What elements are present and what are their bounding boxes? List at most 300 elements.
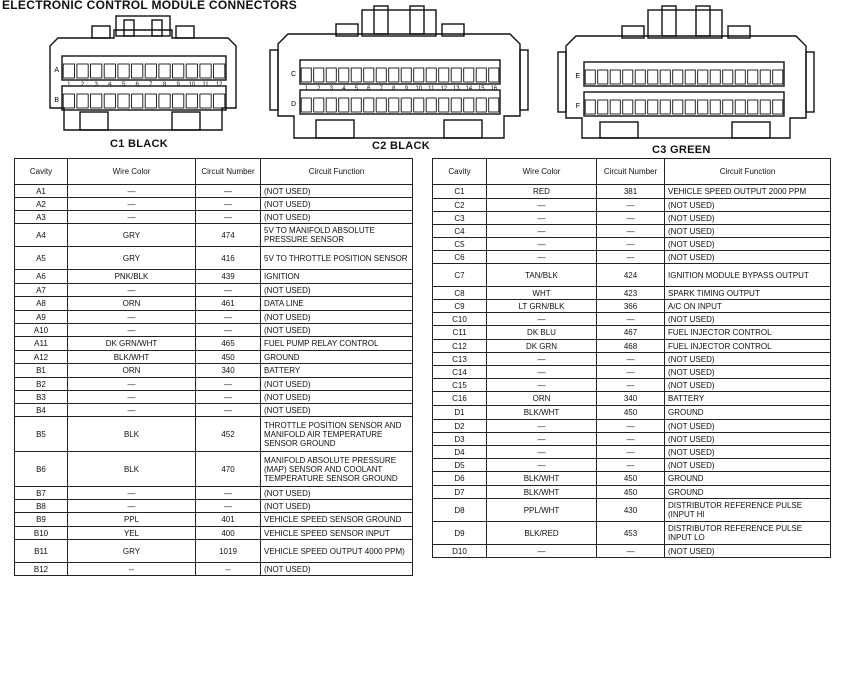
cavity-cell: C12 [433, 340, 487, 353]
cavity-cell: B7 [15, 487, 68, 500]
cavity-cell: A9 [15, 311, 68, 324]
table-row [15, 452, 413, 487]
connector-cavity [426, 98, 436, 112]
connector-c2-diagram [266, 4, 532, 140]
cavity-cell: D1 [433, 406, 487, 420]
connector-cavity [364, 68, 374, 82]
cavity-cell: B1 [15, 364, 68, 378]
connector-cavity [132, 64, 143, 78]
table-row [433, 313, 831, 326]
cavity-cell: A6 [15, 270, 68, 284]
table-row [15, 224, 413, 247]
table-row [433, 225, 831, 238]
wire-color-cell: ORN [68, 297, 196, 311]
connector-cavity [760, 70, 770, 84]
pin-number-label: 3 [94, 82, 98, 88]
wire-color-cell: TAN/BLK [487, 264, 597, 287]
pin-number-label: 13 [452, 86, 460, 92]
connector-cavity [598, 100, 608, 114]
circuit-number-cell: 366 [597, 300, 665, 313]
circuit-number-cell: — [196, 391, 261, 404]
connector-cavity [685, 70, 695, 84]
circuit-function-cell: IGNITION MODULE BYPASS OUTPUT [665, 264, 831, 287]
cavity-cell: B10 [15, 527, 68, 540]
connector-cavity [401, 68, 411, 82]
wire-color-cell: PPL/WHT [487, 499, 597, 522]
cavity-cell: D6 [433, 472, 487, 486]
circuit-number-cell: 340 [597, 392, 665, 406]
circuit-number-cell: — [597, 238, 665, 251]
connector-cavity [748, 70, 758, 84]
circuit-function-cell: (NOT USED) [261, 378, 413, 391]
circuit-function-cell: FUEL PUMP RELAY CONTROL [261, 337, 413, 351]
connector-cavity [118, 94, 129, 108]
wire-color-cell: — [487, 313, 597, 326]
cavity-cell: B8 [15, 500, 68, 513]
circuit-number-cell: — [196, 284, 261, 297]
circuit-number-cell: 470 [196, 452, 261, 487]
pin-number-label: 12 [215, 82, 223, 88]
cavity-cell: D10 [433, 545, 487, 558]
connector-cavity [723, 100, 733, 114]
table-row [433, 446, 831, 459]
circuit-function-cell: (NOT USED) [665, 545, 831, 558]
circuit-number-cell: — [196, 185, 261, 198]
pin-number-label: 2 [80, 82, 85, 88]
circuit-number-cell: — [196, 378, 261, 391]
circuit-function-cell: VEHICLE SPEED OUTPUT 2000 PPM [665, 185, 831, 199]
circuit-number-cell: 450 [196, 351, 261, 364]
cavity-cell: C15 [433, 379, 487, 392]
circuit-function-cell: 5V TO THROTTLE POSITION SENSOR [261, 247, 413, 270]
wire-color-cell: — [68, 311, 196, 324]
connector-cavity [63, 94, 74, 108]
circuit-number-cell: — [597, 459, 665, 472]
circuit-number-cell: 423 [597, 287, 665, 300]
connector-cavity [118, 64, 129, 78]
connector-cavity [464, 98, 474, 112]
table-row [433, 472, 831, 486]
pin-number-label: 8 [392, 86, 396, 92]
table-row [433, 212, 831, 225]
cavity-cell: C2 [433, 199, 487, 212]
circuit-number-cell: 465 [196, 337, 261, 351]
wire-color-cell: — [487, 251, 597, 264]
circuit-number-cell: -- [196, 563, 261, 576]
connector-cavity [648, 100, 658, 114]
header-cavity: Cavity [15, 159, 68, 185]
cavity-cell: C1 [433, 185, 487, 199]
connector-cavity [214, 64, 225, 78]
c1-row-b-label: B [54, 97, 59, 104]
connector-cavity [364, 98, 374, 112]
circuit-number-cell: — [196, 404, 261, 417]
table-row [15, 337, 413, 351]
pin-number-label: 4 [108, 82, 112, 88]
wire-color-cell: — [68, 404, 196, 417]
connector-cavity [735, 70, 745, 84]
table-row [15, 500, 413, 513]
table-row [15, 324, 413, 337]
circuit-function-cell: (NOT USED) [665, 433, 831, 446]
pin-number-label: 15 [477, 86, 485, 92]
circuit-number-cell: 453 [597, 522, 665, 545]
connector-cavity [414, 68, 424, 82]
circuit-function-cell: (NOT USED) [665, 379, 831, 392]
table-row [15, 417, 413, 452]
circuit-number-cell: — [597, 353, 665, 366]
pin-number-label: 11 [428, 86, 435, 92]
table-row [15, 284, 413, 297]
cavity-cell: C14 [433, 366, 487, 379]
wire-color-cell: — [487, 199, 597, 212]
circuit-function-cell: FUEL INJECTOR CONTROL [665, 326, 831, 340]
cavity-cell: A3 [15, 211, 68, 224]
circuit-number-cell: 450 [597, 406, 665, 420]
circuit-number-cell: — [196, 487, 261, 500]
connector-cavity [648, 70, 658, 84]
c3-row-e-label: E [575, 73, 580, 80]
cavity-cell: C9 [433, 300, 487, 313]
connector-cavity [439, 98, 449, 112]
pin-number-label: 10 [188, 82, 196, 88]
wire-color-cell: DK GRN/WHT [68, 337, 196, 351]
connector-cavity [104, 94, 115, 108]
connector-cavity [77, 64, 88, 78]
connector-cavity [673, 70, 683, 84]
circuit-number-cell: 381 [597, 185, 665, 199]
connector-cavity [660, 70, 670, 84]
circuit-function-cell: GROUND [665, 486, 831, 499]
connector-cavity [760, 100, 770, 114]
circuit-function-cell: IGNITION [261, 270, 413, 284]
connector-cavity [132, 94, 143, 108]
circuit-number-cell: 401 [196, 513, 261, 527]
connector-cavity [698, 100, 708, 114]
connector-cavity [489, 68, 499, 82]
connector-cavity [351, 98, 361, 112]
cavity-cell: C7 [433, 264, 487, 287]
circuit-number-cell: 450 [597, 472, 665, 486]
circuit-number-cell: 468 [597, 340, 665, 353]
table-row [433, 326, 831, 340]
pin-number-label: 7 [149, 82, 153, 88]
pin-number-label: 6 [367, 86, 371, 92]
connector-cavity [660, 100, 670, 114]
page-title: ELECTRONIC CONTROL MODULE CONNECTORS [2, 0, 298, 12]
circuit-function-cell: (NOT USED) [665, 366, 831, 379]
circuit-function-cell: GROUND [665, 406, 831, 420]
wire-color-cell: — [487, 238, 597, 251]
connector-cavity [339, 68, 349, 82]
circuit-number-cell: — [196, 324, 261, 337]
table-row [15, 211, 413, 224]
wire-color-cell: BLK [68, 417, 196, 452]
connector-cavity [376, 68, 386, 82]
connector-cavity [710, 100, 720, 114]
circuit-function-cell: DISTRIBUTOR REFERENCE PULSE INPUT LO [665, 522, 831, 545]
connector-cavity [389, 68, 399, 82]
wire-color-cell: — [487, 366, 597, 379]
circuit-function-cell: (NOT USED) [665, 353, 831, 366]
wire-color-cell: PNK/BLK [68, 270, 196, 284]
wire-color-cell: GRY [68, 224, 196, 247]
connector-cavity [464, 68, 474, 82]
circuit-function-cell: (NOT USED) [665, 313, 831, 326]
wire-color-cell: — [68, 391, 196, 404]
circuit-function-cell: MANIFOLD ABSOLUTE PRESSURE (MAP) SENSOR AND COOLANT TEMPERATURE SENSOR GROUND [261, 452, 413, 487]
cavity-cell: B9 [15, 513, 68, 527]
header-circuit-number: Circuit Number [196, 159, 261, 185]
circuit-function-cell: (NOT USED) [665, 420, 831, 433]
wire-color-cell: — [487, 459, 597, 472]
connector-cavity [685, 100, 695, 114]
header-circuit-function: Circuit Function [261, 159, 413, 185]
connector-cavity [623, 100, 633, 114]
circuit-number-cell: — [597, 199, 665, 212]
table-row [433, 379, 831, 392]
cavity-cell: C10 [433, 313, 487, 326]
connector-cavity [326, 98, 336, 112]
pin-number-label: 1 [304, 86, 308, 92]
pin-number-label: 4 [342, 86, 346, 92]
header-circuit-number: Circuit Number [597, 159, 665, 185]
circuit-number-cell: — [196, 311, 261, 324]
table-row [15, 404, 413, 417]
connector-cavity [673, 100, 683, 114]
connector-cavity [773, 70, 783, 84]
connector-cavity [214, 94, 225, 108]
wire-color-cell: BLK/RED [487, 522, 597, 545]
circuit-number-cell: — [597, 225, 665, 238]
wire-color-cell: YEL [68, 527, 196, 540]
pin-number-label: 6 [135, 82, 139, 88]
table-row [433, 499, 831, 522]
circuit-function-cell: THROTTLE POSITION SENSOR AND MANIFOLD AIR TEMPERATURE SENSOR GROUND [261, 417, 413, 452]
circuit-function-cell: DISTRIBUTOR REFERENCE PULSE (INPUT HI [665, 499, 831, 522]
circuit-function-cell: (NOT USED) [261, 487, 413, 500]
circuit-function-cell: VEHICLE SPEED SENSOR INPUT [261, 527, 413, 540]
table-row [15, 247, 413, 270]
cavity-cell: D2 [433, 420, 487, 433]
pin-number-label: 9 [404, 86, 408, 92]
wire-color-cell: — [487, 420, 597, 433]
table-row [15, 563, 413, 576]
wire-color-cell: PPL [68, 513, 196, 527]
circuit-number-cell: 450 [597, 486, 665, 499]
cavity-cell: C4 [433, 225, 487, 238]
table-row [433, 392, 831, 406]
cavity-cell: B2 [15, 378, 68, 391]
connector-c3-label: C3 GREEN [652, 144, 711, 156]
wire-color-cell: -- [68, 563, 196, 576]
circuit-number-cell: — [597, 379, 665, 392]
connector-cavity [376, 98, 386, 112]
table-row [433, 406, 831, 420]
wire-color-cell: — [487, 225, 597, 238]
cavity-cell: B6 [15, 452, 68, 487]
cavity-cell: B12 [15, 563, 68, 576]
circuit-number-cell: 400 [196, 527, 261, 540]
wire-color-cell: — [487, 353, 597, 366]
wire-color-cell: BLK/WHT [487, 472, 597, 486]
circuit-number-cell: 340 [196, 364, 261, 378]
pin-number-label: 1 [67, 82, 71, 88]
table-row [15, 391, 413, 404]
cavity-cell: A11 [15, 337, 68, 351]
circuit-number-cell: 467 [597, 326, 665, 340]
connector-cavity [326, 68, 336, 82]
table-row [433, 287, 831, 300]
cavity-cell: A1 [15, 185, 68, 198]
connector-cavity [145, 94, 156, 108]
circuit-number-cell: — [196, 500, 261, 513]
connector-cavity [314, 68, 324, 82]
pin-number-label: 5 [354, 86, 358, 92]
wire-color-cell: — [68, 198, 196, 211]
circuit-function-cell: BATTERY [261, 364, 413, 378]
circuit-function-cell: (NOT USED) [261, 211, 413, 224]
table-row [15, 540, 413, 563]
connector-c2-label: C2 BLACK [372, 140, 431, 152]
table-row [433, 420, 831, 433]
table-row [433, 545, 831, 558]
circuit-function-cell: (NOT USED) [261, 391, 413, 404]
connector-cavity [159, 64, 170, 78]
connector-cavity [723, 70, 733, 84]
connector-cavity [77, 94, 88, 108]
circuit-number-cell: 416 [196, 247, 261, 270]
cavity-cell: A7 [15, 284, 68, 297]
connector-c1-label: C1 BLACK [110, 138, 169, 150]
connector-cavity [351, 68, 361, 82]
cavity-cell: D7 [433, 486, 487, 499]
wire-color-cell: — [68, 185, 196, 198]
table-row [433, 459, 831, 472]
wire-color-cell: — [487, 433, 597, 446]
table-row [433, 199, 831, 212]
wire-color-cell: — [68, 487, 196, 500]
table-row [433, 522, 831, 545]
circuit-number-cell: — [597, 420, 665, 433]
circuit-function-cell: (NOT USED) [261, 284, 413, 297]
circuit-function-cell: (NOT USED) [665, 251, 831, 264]
wire-color-cell: — [68, 324, 196, 337]
wire-color-cell: ORN [487, 392, 597, 406]
table-row [15, 311, 413, 324]
pin-number-label: 8 [162, 82, 167, 88]
wire-color-cell: — [487, 545, 597, 558]
connector-cavity [173, 64, 184, 78]
circuit-function-cell: GROUND [261, 351, 413, 364]
cavity-cell: C3 [433, 212, 487, 225]
table-row [433, 251, 831, 264]
cavity-cell: C16 [433, 392, 487, 406]
cavity-cell: A10 [15, 324, 68, 337]
wire-color-cell: RED [487, 185, 597, 199]
cavity-cell: A2 [15, 198, 68, 211]
connector-cavity [710, 70, 720, 84]
header-cavity: Cavity [433, 159, 487, 185]
pin-number-label: 10 [415, 86, 423, 92]
cavity-cell: D9 [433, 522, 487, 545]
cavity-cell: A5 [15, 247, 68, 270]
circuit-function-cell: (NOT USED) [665, 459, 831, 472]
cavity-cell: C8 [433, 287, 487, 300]
table-row [433, 486, 831, 499]
wire-color-cell: — [68, 378, 196, 391]
connector-c3-diagram [552, 4, 818, 142]
pin-number-label: 12 [440, 86, 448, 92]
c1-pinout-table [14, 158, 413, 576]
pin-number-label: 7 [379, 86, 383, 92]
circuit-function-cell: (NOT USED) [665, 199, 831, 212]
circuit-function-cell: (NOT USED) [261, 311, 413, 324]
connector-cavity [451, 68, 461, 82]
connector-cavity [623, 70, 633, 84]
circuit-function-cell: FUEL INJECTOR CONTROL [665, 340, 831, 353]
connector-cavity [301, 68, 311, 82]
circuit-function-cell: (NOT USED) [665, 238, 831, 251]
cavity-cell: A4 [15, 224, 68, 247]
connector-cavity [426, 68, 436, 82]
connector-cavity [635, 100, 645, 114]
header-wire-color: Wire Color [487, 159, 597, 185]
cavity-cell: B4 [15, 404, 68, 417]
circuit-function-cell: (NOT USED) [261, 500, 413, 513]
pin-number-label: 9 [176, 82, 180, 88]
wire-color-cell: DK GRN [487, 340, 597, 353]
cavity-cell: C11 [433, 326, 487, 340]
wire-color-cell: — [68, 500, 196, 513]
connector-cavity [476, 98, 486, 112]
circuit-number-cell: 439 [196, 270, 261, 284]
circuit-number-cell: — [196, 211, 261, 224]
connector-cavity [735, 100, 745, 114]
table-row [433, 264, 831, 287]
circuit-number-cell: — [597, 212, 665, 225]
connector-cavity [173, 94, 184, 108]
c2-row-c-label: C [290, 71, 296, 78]
circuit-function-cell: (NOT USED) [261, 324, 413, 337]
circuit-number-cell: — [597, 313, 665, 326]
table-row [433, 366, 831, 379]
connector-cavity [585, 70, 595, 84]
table-row [433, 340, 831, 353]
cavity-cell: A8 [15, 297, 68, 311]
connector-cavity [63, 64, 74, 78]
circuit-number-cell: — [597, 251, 665, 264]
pin-number-label: 14 [465, 86, 473, 92]
cavity-cell: B5 [15, 417, 68, 452]
connector-cavity [439, 68, 449, 82]
table-row [433, 433, 831, 446]
table-row [15, 513, 413, 527]
table-row [15, 198, 413, 211]
pin-number-label: 16 [490, 86, 498, 92]
connector-cavity [476, 68, 486, 82]
circuit-number-cell: — [597, 446, 665, 459]
connector-cavity [314, 98, 324, 112]
cavity-cell: A12 [15, 351, 68, 364]
connector-cavity [200, 94, 211, 108]
circuit-number-cell: 461 [196, 297, 261, 311]
table-row [433, 185, 831, 199]
circuit-function-cell: SPARK TIMING OUTPUT [665, 287, 831, 300]
cavity-cell: B11 [15, 540, 68, 563]
c1-row-a-label: A [54, 67, 59, 74]
cavity-cell: D5 [433, 459, 487, 472]
